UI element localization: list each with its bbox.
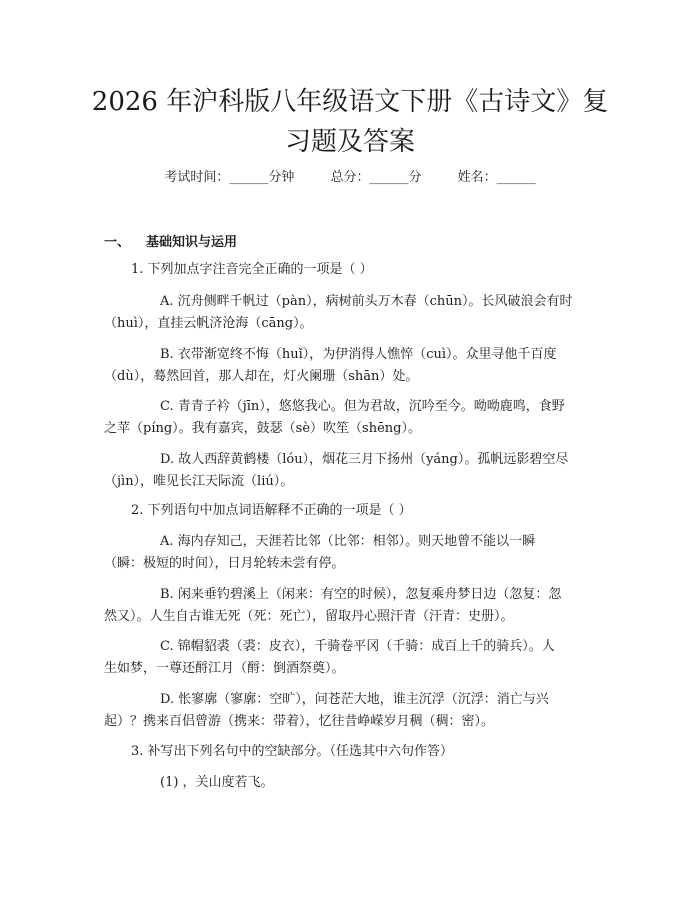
question-1-stem: 1. 下列加点字注音完全正确的一项是（ ） [131,262,373,277]
question-1-option-b-line-1: B. 衣带渐宽终不悔（huǐ），为伊消得人憔悴（cuì）。众里寻他千百度 [160,347,557,362]
question-2-option-c-line-2: 生如梦，一尊还酹江月（酹：倒酒祭奠）。 [104,661,345,676]
question-1-option-d-line-2: （jìn），唯见长江天际流（liú）。 [104,474,294,489]
section-heading [104,231,237,250]
question-1-option-a-line-2: （huì），直挂云帆济沧海（cāng）。 [104,316,313,331]
student-name: 姓名：______ [457,170,536,185]
question-2-option-b-line-1: B. 闲来垂钓碧溪上（闲来：有空的时候），忽复乘舟梦日边（忽复：忽 [160,587,562,602]
exam-meta [0,169,700,187]
question-3-stem: 3. 补写出下列名句中的空缺部分。（任选其中六句作答） [131,744,454,759]
section-label: 基础知识与运用 [146,235,238,250]
question-1-option-a-line-1: A. 沉舟侧畔千帆过（pàn），病树前头万木春（chūn）。长风破浪会有时 [160,294,573,309]
question-2-stem: 2. 下列语句中加点词语解释不正确的一项是（ ） [131,503,412,518]
title-line-2: 习题及答案 [284,127,415,157]
question-2-option-c-line-1: C. 锦帽貂裘（裘：皮衣），千骑卷平冈（千骑：成百上千的骑兵）。人 [160,639,555,654]
exam-time: 考试时间：______分钟 [164,170,295,185]
question-1-option-c-line-1: C. 青青子衿（jīn），悠悠我心。但为君故，沉吟至今。呦呦鹿鸣，食野 [160,399,565,414]
question-1-option-d-line-1: D. 故人西辞黄鹤楼（lóu），烟花三月下扬州（yáng）。孤帆远影碧空尽 [160,452,569,467]
question-2-option-b-line-2: 然又）。人生自古谁无死（死：死亡），留取丹心照汗青（汗青：史册）。 [104,609,514,624]
total-score: 总分：______分 [330,170,422,185]
question-3-item-1: (1) ，关山度若飞。 [160,775,274,790]
section-number: 一、 [104,235,131,250]
question-1-option-b-line-2: （dù），蓦然回首，那人却在，灯火阑珊（shān）处。 [104,369,419,384]
page-title [60,82,640,162]
question-2-option-a-line-1: A. 海内存知己，天涯若比邻（比邻：相邻）。则天地曾不能以一瞬 [160,534,536,549]
title-line-1: 2026 年沪科版八年级语文下册《古诗文》复 [91,87,609,117]
question-2-option-a-line-2: （瞬：极短的时间），日月轮转未尝有停。 [104,556,345,571]
question-2-option-d-line-1: D. 怅寥廓（寥廓：空旷），问苍茫大地，谁主沉浮（沉浮：消亡与兴 [160,692,549,707]
question-1-option-c-line-2: 之苹（píng）。我有嘉宾，鼓瑟（sè）吹笙（shēng）。 [104,421,421,436]
question-2-option-d-line-2: 起）？携来百侣曾游（携来：带着），忆往昔峥嵘岁月稠（稠：密）。 [104,714,495,729]
